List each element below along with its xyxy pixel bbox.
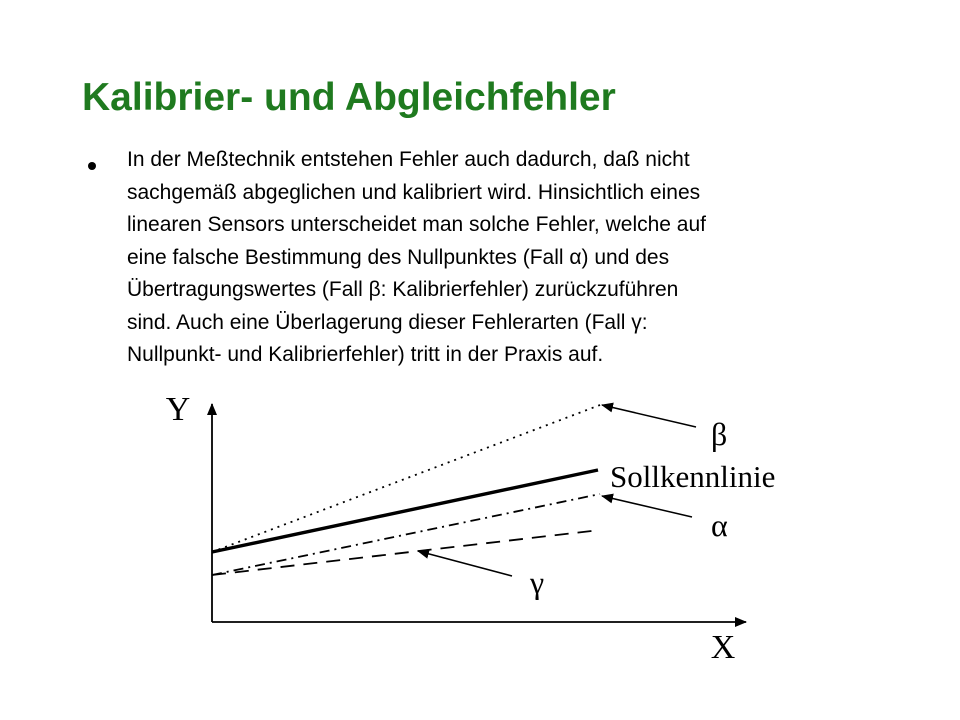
nominal-line [212,470,598,552]
y-axis-label: Y [165,391,191,428]
beta-line [212,405,600,552]
alpha-line [212,494,600,575]
bullet-line-5: Übertragungswertes (Fall β: Kalibrierfehler) zurückzuführen [127,278,679,301]
beta-label: β [711,416,728,452]
beta-pointer-arrow [602,405,696,427]
slide-title: Kalibrier- und Abgleichfehler [82,76,616,119]
gamma-label: γ [530,564,545,600]
bullet-line-3: linearen Sensors unterscheidet man solche Fehler, welche auf [127,213,706,236]
gamma-pointer-arrow [418,551,512,576]
bullet-line-6: sind. Auch eine Überlagerung dieser Fehlerarten (Fall γ: [127,310,648,334]
bullet-line-1: In der Meßtechnik entstehen Fehler auch dadurch, daß nicht [127,148,690,171]
alpha-label: α [711,507,728,543]
x-axis-label: X [710,629,736,666]
bullet-line-4: eine falsche Bestimmung des Nullpunktes (Fall α) und des [127,245,670,269]
bullet-line-7: Nullpunkt- und Kalibrierfehler) tritt in der Praxis auf. [127,343,604,366]
nominal-label: Sollkennlinie [610,459,776,494]
alpha-pointer-arrow [602,496,692,517]
bullet-line-2: sachgemäß abgeglichen und kalibriert wird. Hinsichtlich eines [127,180,701,204]
